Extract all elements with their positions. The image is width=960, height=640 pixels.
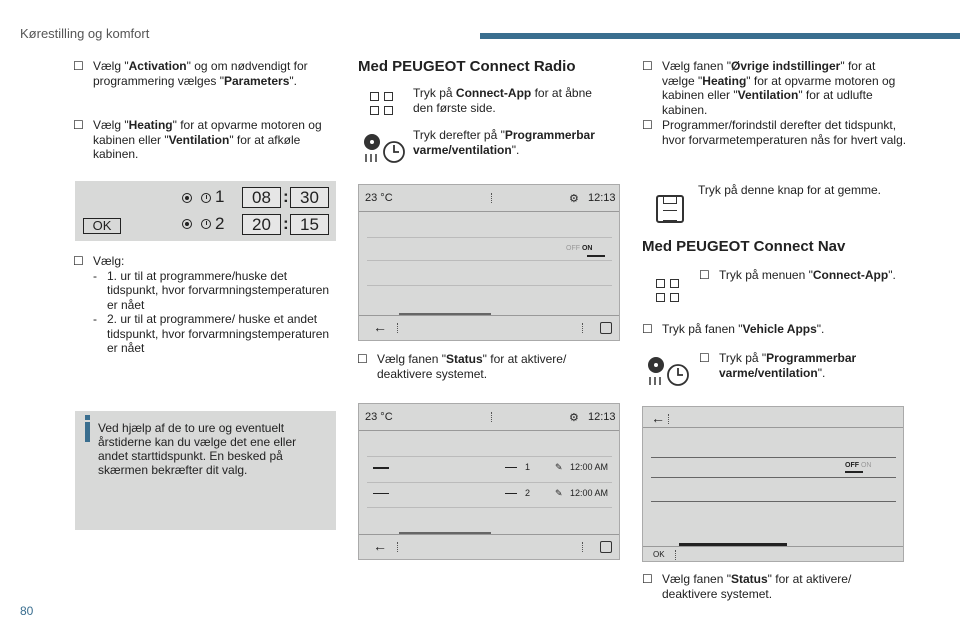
slot-2-label: 2 [215, 214, 225, 233]
settings-gear-icon[interactable]: ⚙ [569, 412, 579, 424]
settings-gear-icon[interactable]: ⚙ [569, 193, 579, 205]
divider [367, 456, 612, 457]
slot-1-label: 1 [215, 187, 225, 206]
minute-2-field[interactable]: 15 [290, 214, 329, 235]
header-bar [480, 33, 960, 39]
bullet-marker: ☐ [642, 572, 653, 586]
divider [367, 260, 612, 261]
back-arrow-icon[interactable]: ← [651, 410, 665, 426]
nav-screen-status [642, 406, 904, 562]
separator-dots [491, 193, 493, 203]
status-toggle[interactable]: OFF ON [845, 462, 872, 469]
step-status-radio: ☐ Vælg fanen "Status" for at aktivere/ deaktivere systemet. [357, 352, 567, 381]
divider [651, 501, 896, 502]
radio-icon[interactable] [182, 193, 192, 203]
step-connect-app: Tryk på Connect-App for at åbne den første side. [413, 86, 592, 115]
nav-step-status: ☐ Vælg fanen "Status" for at aktivere/ deaktivere systemet. [642, 572, 852, 601]
heading-connect-radio: Med PEUGEOT Connect Radio [358, 58, 576, 75]
separator-dots [491, 412, 493, 422]
info-note: Ved hjælp af de to ure og eventuelt årstiderne kan du vælge det ene eller andet starttidspunkt. En besked på skærmen bekræfter dit valg. [75, 411, 336, 530]
timer-2-bar [505, 493, 517, 494]
separator-dots [668, 414, 670, 424]
apps-grid-icon [370, 92, 394, 116]
save-icon[interactable] [600, 541, 612, 553]
status-toggle[interactable]: OFF ON [566, 245, 593, 252]
bullet-marker: ☐ [73, 59, 84, 73]
clock-panel [75, 181, 336, 241]
divider [367, 285, 612, 286]
colon: : [283, 187, 289, 206]
sub-item-1: - 1. ur til at programmere/huske det tidspunkt, hvor forvarmningstemperaturen er nået [93, 268, 330, 312]
save-icon [656, 195, 684, 223]
apps-grid-icon [656, 279, 680, 303]
divider [359, 315, 619, 316]
separator-dots [582, 542, 584, 552]
ok-button[interactable]: OK [653, 550, 665, 559]
fan-timer-icon [362, 132, 406, 166]
radio-screen-timers [358, 403, 620, 560]
bullet-marker: ☐ [642, 118, 653, 132]
colon: : [283, 214, 289, 233]
separator-dots [582, 323, 584, 333]
page-number: 80 [20, 604, 34, 618]
sub-item-2: - 2. ur til at programmere/ huske et andet tidspunkt, hvor forvarmningstemperaturen er nået [93, 312, 330, 355]
bullet-program-time: ☐ Programmer/forindstil derefter det tidspunkt, hvor forvarmetemperaturen nås for hvert valg. [642, 118, 907, 147]
bullet-marker: ☐ [699, 351, 710, 365]
temperature-readout: 23 °C [365, 411, 393, 423]
timer-1-toggle[interactable] [373, 467, 389, 469]
timer-1-number: 1 [525, 462, 531, 472]
divider [643, 546, 903, 547]
pencil-icon[interactable]: ✎ [555, 462, 563, 472]
clock-readout: 12:13 [588, 192, 616, 204]
nav-step-vehicle-apps: ☐ Tryk på fanen "Vehicle Apps". [642, 322, 825, 336]
separator-dots [397, 542, 399, 552]
back-arrow-icon[interactable]: ← [373, 538, 387, 554]
clock-icon [201, 219, 211, 229]
nav-step-connect-app: ☐ Tryk på menuen "Connect-App". [699, 268, 896, 282]
divider [643, 427, 903, 428]
divider [367, 237, 612, 238]
separator-dots [397, 323, 399, 333]
timer-2-number: 2 [525, 488, 531, 498]
bullet-other-settings: ☐ Vælg fanen "Øvrige indstillinger" for at vælge "Heating" for at opvarme motoren og kabinen eller "Ventilation" for at udlufte kabinen. [642, 59, 896, 117]
bullet-marker: ☐ [357, 352, 368, 366]
divider [367, 507, 612, 508]
ok-button[interactable]: OK [83, 218, 121, 234]
radio-icon[interactable] [182, 219, 192, 229]
bullet-marker: ☐ [642, 59, 653, 73]
bullet-activation: ☐ Vælg "Activation" og om nødvendigt for programmering vælges "Parameters". [73, 59, 308, 88]
separator-dots [675, 550, 677, 560]
timer-1-time: 12:00 AM [570, 462, 609, 472]
info-icon [85, 422, 90, 442]
bullet-marker: ☐ [699, 268, 710, 282]
timer-2-toggle[interactable] [373, 493, 389, 494]
timer-2-time: 12:00 AM [570, 488, 609, 498]
bullet-marker: ☐ [73, 254, 84, 268]
save-instruction: Tryk på denne knap for at gemme. [698, 183, 881, 197]
hour-2-field[interactable]: 20 [242, 214, 281, 235]
divider [359, 534, 619, 535]
bullet-heating: ☐ Vælg "Heating" for at opvarme motoren og kabinen eller "Ventilation" for at afkøle kabinen. [73, 118, 322, 161]
divider [651, 477, 896, 478]
divider [367, 482, 612, 483]
bullet-marker: ☐ [642, 322, 653, 336]
hour-1-field[interactable]: 08 [242, 187, 281, 208]
heading-connect-nav: Med PEUGEOT Connect Nav [642, 238, 846, 255]
temperature-readout: 23 °C [365, 192, 393, 204]
clock-readout: 12:13 [588, 411, 616, 423]
step-programmerbar: Tryk derefter på "Programmerbar varme/ventilation". [413, 128, 595, 157]
bullet-select: ☐ Vælg: - 1. ur til at programmere/huske det tidspunkt, hvor forvarmningstemperaturen er nået - 2. ur til at programmere/ huske et andet tidspunkt, hvor forvarmningstemperaturen er nået [93, 254, 338, 356]
divider [651, 457, 896, 458]
minute-1-field[interactable]: 30 [290, 187, 329, 208]
pencil-icon[interactable]: ✎ [555, 488, 563, 498]
toggle-indicator [845, 471, 863, 473]
fan-timer-icon [646, 355, 690, 389]
nav-step-programmerbar: ☐ Tryk på "Programmerbar varme/ventilation". [699, 351, 857, 380]
bullet-marker: ☐ [73, 118, 84, 132]
back-arrow-icon[interactable]: ← [373, 319, 387, 335]
divider [359, 211, 619, 212]
section-header: Kørestilling og komfort [20, 26, 150, 41]
timer-1-bar [505, 467, 517, 468]
radio-screen-status [358, 184, 620, 341]
divider [359, 430, 619, 431]
clock-icon [201, 193, 211, 203]
toggle-indicator [587, 255, 605, 257]
save-icon[interactable] [600, 322, 612, 334]
